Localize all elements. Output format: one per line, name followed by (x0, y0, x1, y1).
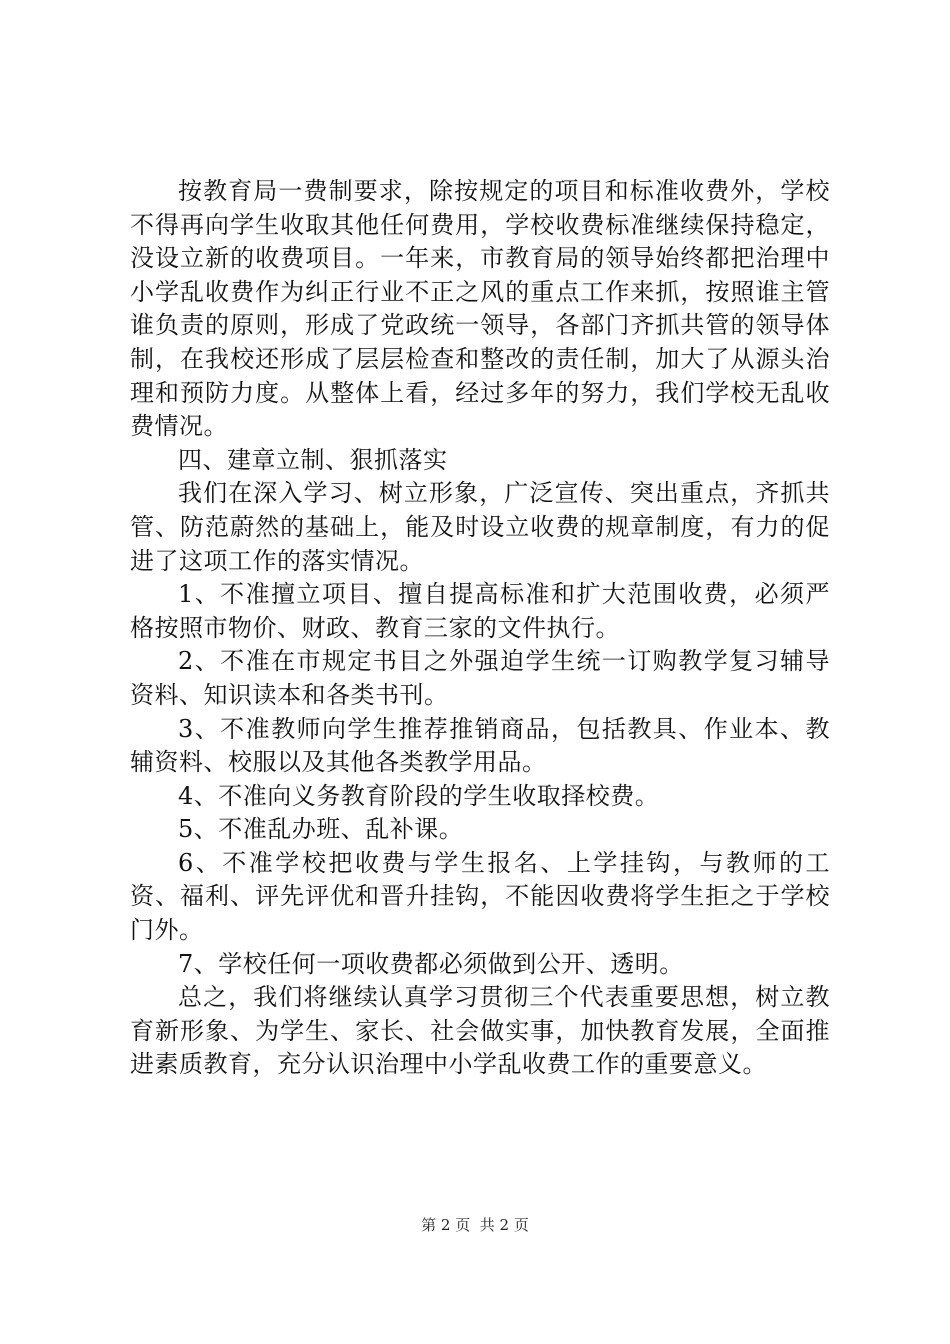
rule-item-2: 2、不准在市规定书目之外强迫学生统一订购教学复习辅导资料、知识读本和各类书刊。 (130, 647, 830, 709)
rule-item-6: 6、不准学校把收费与学生报名、上学挂钩，与教师的工资、福利、评先评优和晋升挂钩，不能因收费将学生拒之于学校门外。 (130, 848, 830, 945)
rule-item-7: 7、学校任何一项收费都必须做到公开、透明。 (178, 949, 684, 978)
paragraph-fee-policy: 按教育局一费制要求，除按规定的项目和标准收费外，学校不得再向学生收取其他任何费用，学校收费标准继续保持稳定，没设立新的收费项目。一年来，市教育局的领导始终都把治理中小学乱收费作为纠正行业不正之风的重点工作来抓，按照谁主管谁负责的原则，形成了党政统一领导，各部门齐抓共管的领导体制，在我校还形成了层层检查和整改的责任制，加大了从源头治理和预防力度。从整体上看，经过多年的努力，我们学校无乱收费情况。 (130, 177, 830, 441)
page-number-footer: 第 2 页 共 2 页 (421, 1216, 529, 1234)
rule-item-5: 5、不准乱办班、乱补课。 (178, 815, 464, 844)
document-body (130, 175, 830, 1082)
rule-item-1: 1、不准擅立项目、擅自提高标准和扩大范围收费，必须严格按照市物价、财政、教育三家的文件执行。 (130, 580, 830, 642)
paragraph-regulations-intro: 我们在深入学习、树立形象，广泛宣传、突出重点，齐抓共管、防范蔚然的基础上，能及时设立收费的规章制度，有力的促进了这项工作的落实情况。 (130, 479, 830, 575)
rule-item-4: 4、不准向义务教育阶段的学生收取择校费。 (178, 781, 660, 810)
section-heading-rules: 四、建章立制、狠抓落实 (178, 445, 448, 474)
rule-item-3: 3、不准教师向学生推荐推销商品，包括教具、作业本、教辅资料、校服以及其他各类教学用品。 (130, 714, 830, 777)
paragraph-conclusion: 总之，我们将继续认真学习贯彻三个代表重要思想，树立教育新形象、为学生、家长、社会做实事，加快教育发展，全面推进素质教育，充分认识治理中小学乱收费工作的重要意义。 (130, 983, 830, 1079)
